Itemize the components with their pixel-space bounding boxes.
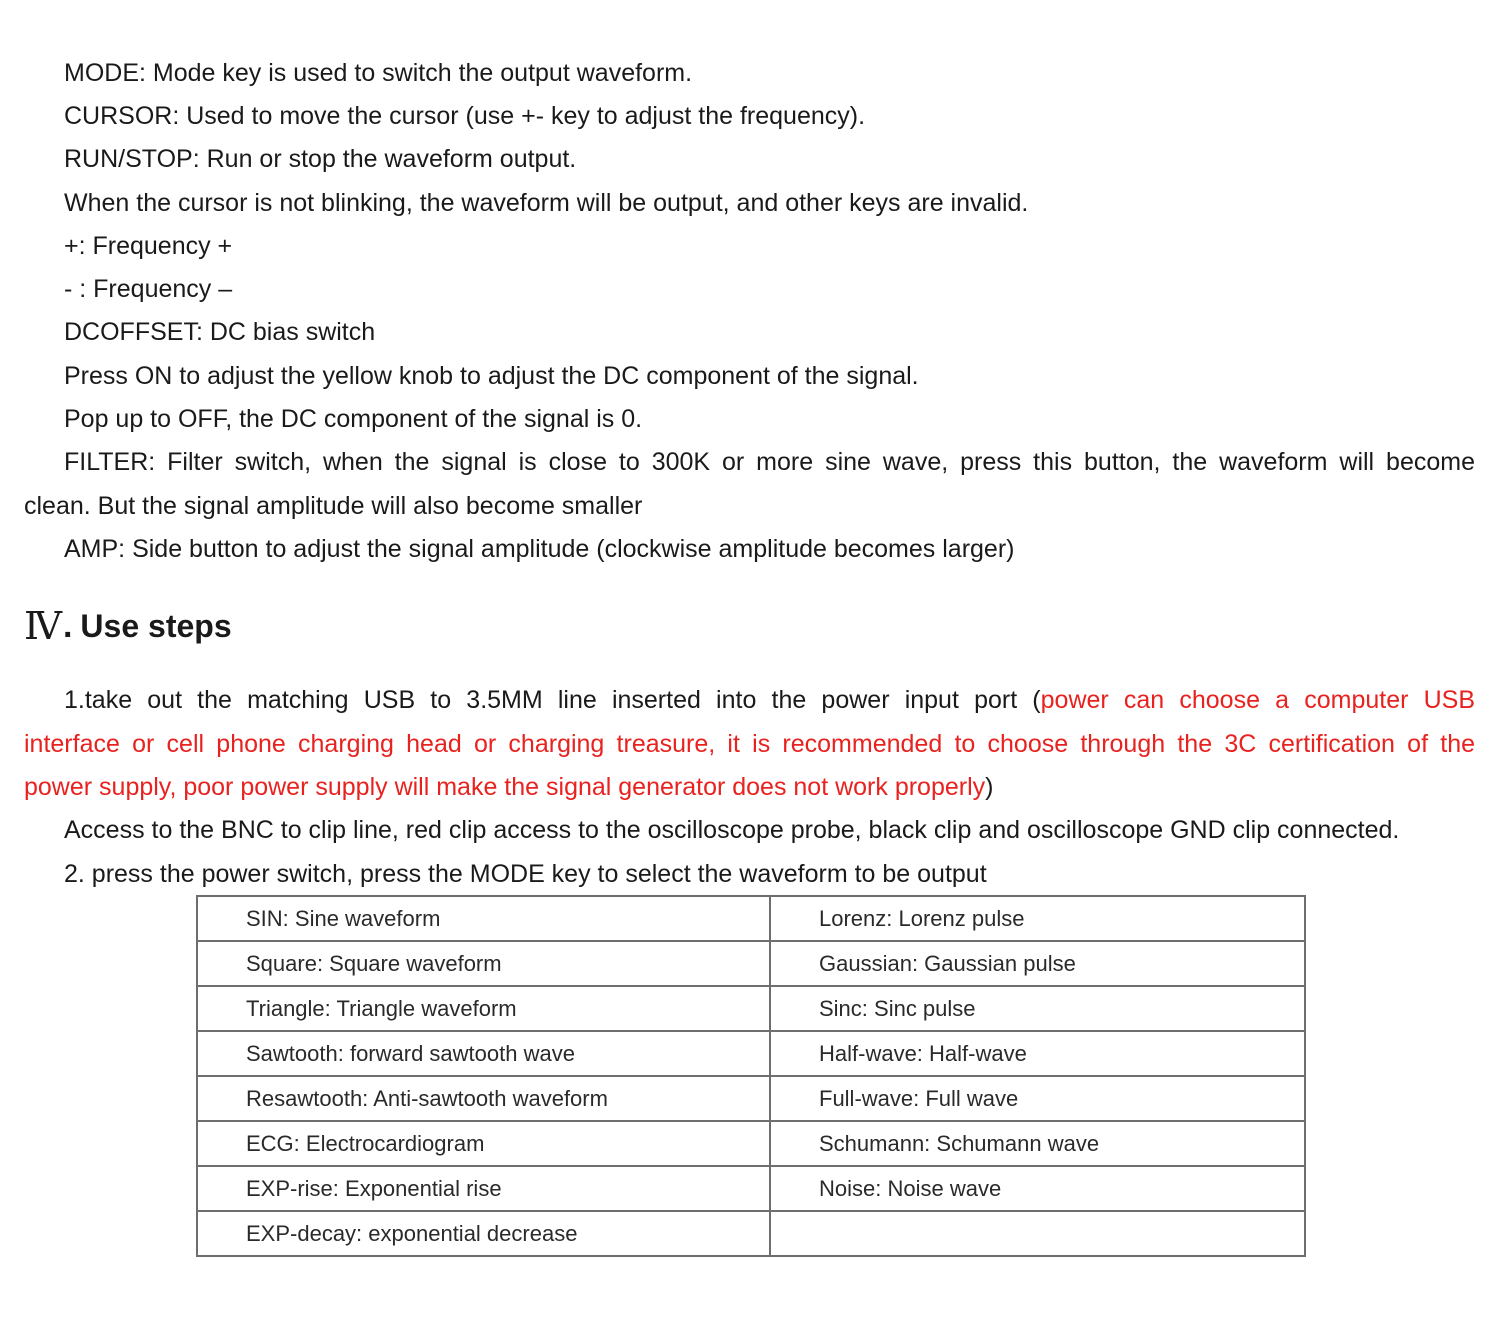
- frequency-plus-text: +: Frequency +: [64, 232, 233, 260]
- table-row: [197, 1076, 1305, 1121]
- table-cell: Square: Square waveform: [197, 941, 770, 986]
- table-cell: [770, 1211, 1305, 1256]
- dc-off-note: Pop up to OFF, the DC component of the signal is 0.: [64, 405, 643, 433]
- section-separator: .: [62, 606, 73, 645]
- table-cell: Schumann: Schumann wave: [770, 1121, 1305, 1166]
- table-cell: ECG: Electrocardiogram: [197, 1121, 770, 1166]
- step1-close-paren: ): [985, 773, 994, 801]
- table-row: [197, 986, 1305, 1031]
- step1-line1: [64, 685, 1475, 715]
- table-cell: Gaussian: Gaussian pulse: [770, 941, 1305, 986]
- table-row: [197, 1031, 1305, 1076]
- filter-text-line1: FILTER: Filter switch, when the signal is close to 300K or more sine wave, press this button, the waveform will become: [64, 448, 1475, 476]
- cursor-key-text: CURSOR: Used to move the cursor (use +- key to adjust the frequency).: [64, 102, 866, 130]
- cursor-blink-note: When the cursor is not blinking, the waveform will be output, and other keys are invalid.: [64, 189, 1029, 217]
- table-cell: Noise: Noise wave: [770, 1166, 1305, 1211]
- table-row: [197, 896, 1305, 941]
- section-numeral: Ⅳ: [24, 605, 61, 648]
- filter-text-line2: clean. But the signal amplitude will also become smaller: [24, 492, 643, 520]
- table-row: [197, 941, 1305, 986]
- mode-key-text: MODE: Mode key is used to switch the output waveform.: [64, 59, 693, 87]
- table-row: [197, 1211, 1305, 1256]
- table-cell: Lorenz: Lorenz pulse: [770, 896, 1305, 941]
- table-cell: EXP-decay: exponential decrease: [197, 1211, 770, 1256]
- table-row: [197, 1166, 1305, 1211]
- table-cell: Sawtooth: forward sawtooth wave: [197, 1031, 770, 1076]
- step1-power-note-start: power can choose a computer USB: [1040, 686, 1475, 714]
- table-row: [197, 1121, 1305, 1166]
- run-stop-key-text: RUN/STOP: Run or stop the waveform output.: [64, 145, 577, 173]
- step1-line3: [24, 772, 993, 802]
- step1-power-note-line2: interface or cell phone charging head or charging treasure, it is recommended to choose through the 3C certification of the: [24, 730, 1475, 758]
- table-cell: EXP-rise: Exponential rise: [197, 1166, 770, 1211]
- table-cell: SIN: Sine waveform: [197, 896, 770, 941]
- step1-power-note-end: power supply, poor power supply will make the signal generator does not work properly: [24, 773, 986, 801]
- step1-instruction: 1.take out the matching USB to 3.5MM line inserted into the power input port (: [64, 686, 1041, 714]
- step2-text: 2. press the power switch, press the MODE key to select the waveform to be output: [64, 860, 987, 888]
- dcoffset-text: DCOFFSET: DC bias switch: [64, 318, 376, 346]
- frequency-minus-text: - : Frequency –: [64, 275, 233, 303]
- section-heading-use-steps: [24, 602, 232, 650]
- bnc-access-note: Access to the BNC to clip line, red clip access to the oscilloscope probe, black clip and oscilloscope GND clip connected.: [64, 816, 1400, 844]
- amp-text: AMP: Side button to adjust the signal amplitude (clockwise amplitude becomes larger): [64, 535, 1015, 563]
- section-title: Use steps: [80, 607, 232, 644]
- table-cell: Sinc: Sinc pulse: [770, 986, 1305, 1031]
- table-cell: Full-wave: Full wave: [770, 1076, 1305, 1121]
- table-cell: Half-wave: Half-wave: [770, 1031, 1305, 1076]
- table-cell: Resawtooth: Anti-sawtooth waveform: [197, 1076, 770, 1121]
- dc-on-note: Press ON to adjust the yellow knob to adjust the DC component of the signal.: [64, 362, 919, 390]
- table-cell: Triangle: Triangle waveform: [197, 986, 770, 1031]
- waveform-table: [196, 895, 1306, 1257]
